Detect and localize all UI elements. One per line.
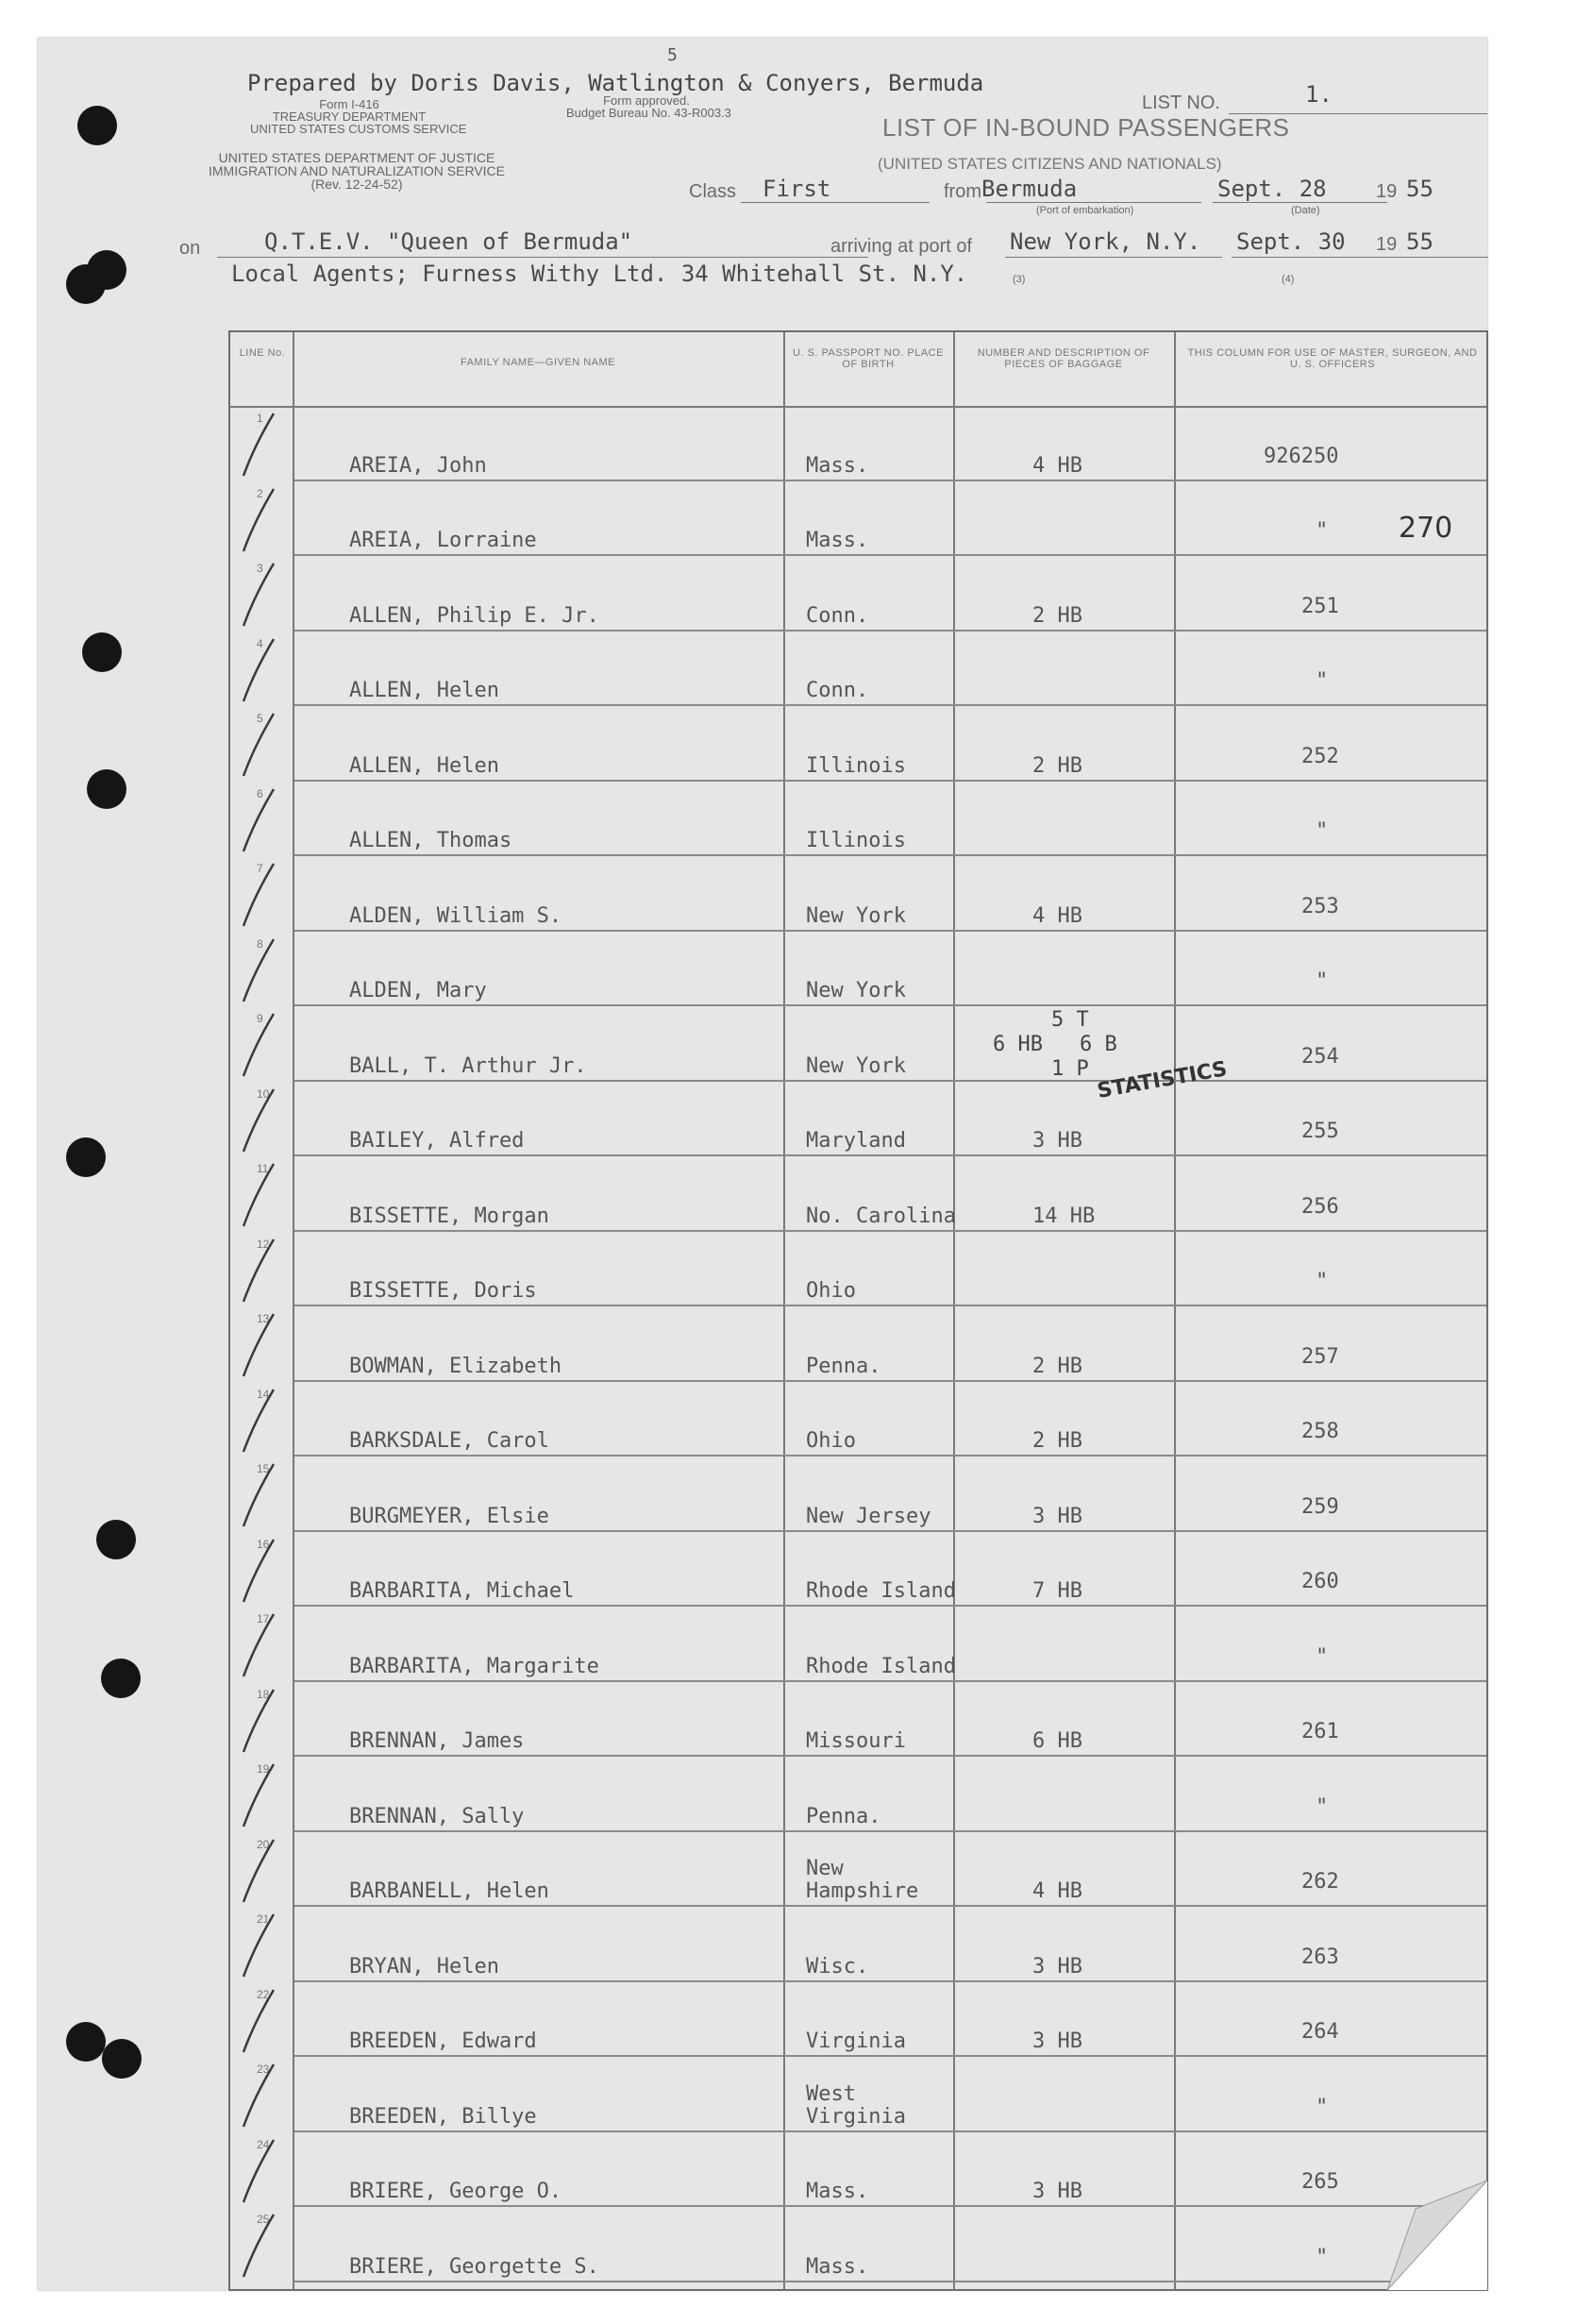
passenger-name: BISSETTE, Morgan (349, 1204, 549, 1228)
officer-number: 261 (1301, 1720, 1339, 1743)
table-row (230, 406, 1486, 481)
place-of-birth: Penna. (806, 1354, 881, 1378)
punch-hole (102, 2039, 142, 2079)
table-row (230, 2207, 1486, 2282)
table-row (230, 1682, 1486, 1758)
line-number: 6 (257, 786, 263, 800)
class-label: Class (689, 181, 737, 202)
baggage-count: 3 HB (1032, 2180, 1082, 2203)
place-of-birth: Virginia (806, 2029, 906, 2053)
arrival-year-prefix: 19 (1376, 234, 1398, 255)
passenger-name: BARBARITA, Michael (349, 1579, 575, 1603)
baggage-count: 6 HB (1032, 1729, 1082, 1753)
officer-number: 259 (1301, 1494, 1339, 1519)
list-no: 1. (1305, 81, 1333, 108)
folded-corner (1387, 2181, 1487, 2290)
passenger-name: ALLEN, Thomas (349, 829, 512, 852)
form-revision: (Rev. 12-24-52) (310, 177, 403, 192)
passenger-name: BRIERE, Georgette S. (349, 2254, 599, 2279)
table-row (230, 1306, 1486, 1382)
date-year-prefix: 19 (1376, 181, 1398, 202)
list-subtitle: (UNITED STATES CITIZENS AND NATIONALS) (878, 155, 1222, 173)
vessel-name: Q.T.E.V. "Queen of Bermuda" (264, 228, 633, 255)
list-no-label: LIST NO. (1142, 93, 1220, 113)
list-title: LIST OF IN-BOUND PASSENGERS (882, 113, 1290, 142)
officer-number: " (1316, 1270, 1329, 1293)
place-of-birth: Ohio (806, 1279, 856, 1303)
line-number: 23 (257, 2063, 270, 2076)
line-number: 3 (257, 562, 263, 575)
officer-number: " (1316, 819, 1329, 843)
punch-hole (101, 1659, 141, 1698)
place-of-birth: New Jersey (806, 1504, 931, 1528)
place-of-birth: New York (806, 979, 906, 1002)
line-number: 21 (257, 1912, 270, 1926)
officer-number: 260 (1301, 1570, 1339, 1593)
passenger-name: AREIA, Lorraine (349, 529, 537, 552)
baggage-count: 4 HB (1032, 453, 1082, 478)
passenger-name: BARBANELL, Helen (349, 1879, 549, 1903)
passenger-table (228, 330, 1488, 2291)
passenger-name: BARKSDALE, Carol (349, 1429, 549, 1453)
baggage-count: 2 HB (1032, 1429, 1082, 1453)
line-number: 24 (257, 2137, 270, 2151)
officer-number: " (1316, 1794, 1329, 1819)
col-header-passport: U. S. PASSPORT NO. PLACE OF BIRTH (793, 347, 944, 370)
passenger-name: AREIA, John (349, 453, 487, 478)
handwritten-total: 270 (1399, 512, 1453, 545)
passenger-name: BRENNAN, James (349, 1729, 525, 1753)
officer-number: 262 (1301, 1870, 1339, 1894)
passenger-name: BALL, T. Arthur Jr. (349, 1053, 587, 1078)
line-number: 12 (257, 1237, 270, 1251)
place-of-birth: Rhode Island (806, 1654, 956, 1678)
punch-hole (77, 106, 117, 145)
passenger-name: BARBARITA, Margarite (349, 1654, 599, 1678)
col-header-baggage: NUMBER AND DESCRIPTION OF PIECES OF BAGGAGE (977, 347, 1150, 370)
budget-bureau: Budget Bureau No. 43-R003.3 (566, 106, 731, 120)
punch-hole (87, 250, 126, 290)
arrival-port-rule (1005, 257, 1222, 258)
baggage-count: 7 HB (1032, 1579, 1082, 1603)
officer-number: 256 (1301, 1194, 1339, 1219)
passenger-name: BOWMAN, Elizabeth (349, 1354, 562, 1378)
place-of-birth: Penna. (806, 1804, 881, 1828)
table-row (230, 1832, 1486, 1908)
class-rule (741, 202, 930, 203)
place-of-birth: New York (806, 1053, 906, 1078)
line-number: 16 (257, 1537, 270, 1551)
row-rule (294, 2281, 1486, 2282)
baggage-count: 4 HB (1032, 903, 1082, 928)
officer-number: 251 (1301, 594, 1339, 618)
local-agents: Local Agents; Furness Withy Ltd. 34 Whitehall St. N.Y. (231, 261, 968, 287)
officer-number: " (1316, 669, 1329, 693)
corner-number: 5 (667, 45, 678, 65)
place-of-birth: Conn. (806, 603, 869, 628)
line-number: 18 (257, 1687, 270, 1701)
baggage-count: 2 HB (1032, 753, 1082, 778)
place-of-birth: Ohio (806, 1429, 856, 1453)
date-rule (1213, 202, 1387, 203)
manifest-sheet (38, 38, 1487, 2290)
passenger-name: ALDEN, Mary (349, 979, 487, 1002)
passenger-name: BURGMEYER, Elsie (349, 1504, 549, 1528)
table-row (230, 2132, 1486, 2208)
passenger-name: BRYAN, Helen (349, 1954, 499, 1979)
officer-number: 257 (1301, 1344, 1339, 1369)
table-row (230, 1907, 1486, 1982)
passenger-name: BRIERE, George O. (349, 2180, 562, 2203)
baggage-count: 2 HB (1032, 603, 1082, 628)
passenger-name: BREEDEN, Billye (349, 2104, 537, 2129)
table-row (230, 481, 1486, 557)
line-number: 9 (257, 1012, 263, 1025)
line-number: 22 (257, 1987, 270, 2001)
officer-number: 258 (1301, 1420, 1339, 1443)
table-row (230, 1232, 1486, 1307)
officer-number: " (1316, 519, 1329, 543)
table-row (230, 1082, 1486, 1157)
arriving-label: arriving at port of (830, 236, 973, 257)
col-header-line-no: LINE No. (239, 347, 286, 359)
baggage-count: 3 HB (1032, 2029, 1082, 2053)
punch-hole (82, 632, 122, 672)
passenger-name: ALLEN, Helen (349, 679, 499, 702)
from-rule (986, 202, 1201, 203)
passenger-name: BISSETTE, Doris (349, 1279, 537, 1303)
place-of-birth: Mass. (806, 453, 869, 478)
table-row (230, 782, 1486, 857)
line-number: 17 (257, 1612, 270, 1625)
passenger-name: ALLEN, Helen (349, 753, 499, 778)
arrival-year: 55 (1406, 228, 1433, 255)
table-row (230, 1982, 1486, 2058)
place-of-birth: Wisc. (806, 1954, 869, 1979)
place-of-birth: Mass. (806, 2180, 869, 2203)
table-row (230, 1757, 1486, 1832)
statistics-stamp: STATISTICS (1095, 1057, 1230, 1103)
table-row (230, 932, 1486, 1007)
officer-number: 264 (1301, 2020, 1339, 2044)
date-year: 55 (1406, 176, 1433, 202)
line-number: 1 (257, 412, 263, 425)
place-of-birth: Illinois (806, 829, 906, 852)
caption-3: (3) (1013, 274, 1026, 285)
line-number: 7 (257, 862, 263, 875)
table-row (230, 1156, 1486, 1232)
date-value: Sept. 28 (1217, 176, 1327, 202)
line-number: 14 (257, 1387, 270, 1401)
line-number: 25 (257, 2213, 270, 2226)
treasury-block (250, 97, 467, 136)
place-of-birth: Mass. (806, 2254, 869, 2279)
officer-number: 252 (1301, 744, 1339, 768)
place-of-birth: Rhode Island (806, 1579, 956, 1603)
date-caption: (Date) (1291, 205, 1320, 216)
vessel-rule (217, 257, 868, 258)
passenger-name: BRENNAN, Sally (349, 1804, 525, 1828)
baggage-count: 3 HB (1032, 1129, 1082, 1153)
line-number: 15 (257, 1462, 270, 1475)
place-of-birth: West Virginia (806, 2081, 906, 2129)
col-header-officers: THIS COLUMN FOR USE OF MASTER, SURGEON, AND U. S. OFFICERS (1187, 347, 1478, 370)
port-caption: (Port of embarkation) (1036, 205, 1134, 216)
row9-baggage-left: 6 HB (993, 1033, 1043, 1056)
line-number: 10 (257, 1086, 270, 1101)
punch-hole (66, 1137, 106, 1177)
officer-number: 265 (1301, 2170, 1339, 2194)
punch-hole (66, 2022, 106, 2062)
officer-number: 263 (1301, 1945, 1339, 1969)
table-row (230, 632, 1486, 707)
table-row (230, 1006, 1486, 1082)
line-number: 20 (257, 1837, 270, 1851)
place-of-birth: Mass. (806, 529, 869, 552)
baggage-count: 3 HB (1032, 1954, 1082, 1979)
officer-number: 253 (1301, 894, 1339, 918)
table-row (230, 706, 1486, 782)
justice-block (187, 151, 527, 191)
approval-block (566, 93, 731, 120)
from-value: Bermuda (981, 176, 1078, 202)
place-of-birth: Missouri (806, 1729, 906, 1753)
form-approved: Form approved. (603, 93, 690, 108)
passenger-name: ALLEN, Philip E. Jr. (349, 603, 599, 628)
row9-baggage-top: 5 T (1051, 1008, 1089, 1032)
form-number: Form I-416 (319, 97, 379, 111)
table-row (230, 2057, 1486, 2132)
arrival-port: New York, N.Y. (1010, 228, 1201, 255)
caption-4: (4) (1282, 274, 1295, 285)
officer-number: " (1316, 969, 1329, 993)
line-number: 11 (257, 1162, 269, 1175)
row9-baggage-bottom: 1 P (1051, 1057, 1089, 1081)
row9-baggage-right: 6 B (1080, 1033, 1117, 1056)
arrival-date-rule (1232, 257, 1488, 258)
baggage-count: 14 HB (1032, 1204, 1096, 1228)
line-number: 5 (257, 712, 263, 725)
prepared-by: Prepared by Doris Davis, Watlington & Conyers, Bermuda (247, 70, 984, 96)
passenger-name: ALDEN, William S. (349, 903, 562, 928)
from-label: from (944, 181, 981, 202)
table-row (230, 1457, 1486, 1532)
place-of-birth: Illinois (806, 753, 906, 778)
table-row (230, 556, 1486, 632)
justice-dept: UNITED STATES DEPARTMENT OF JUSTICE (218, 150, 495, 165)
class-value: First (763, 176, 831, 202)
immigration-service: IMMIGRATION AND NATURALIZATION SERVICE (209, 163, 505, 178)
officer-number: " (1316, 2245, 1329, 2269)
place-of-birth: Maryland (806, 1129, 906, 1153)
line-number: 19 (257, 1762, 270, 1776)
line-number: 2 (257, 486, 263, 500)
officer-number: 926250 (1264, 444, 1339, 468)
passenger-name: BAILEY, Alfred (349, 1129, 525, 1153)
table-row (230, 1532, 1486, 1608)
place-of-birth: New Hampshire (806, 1857, 919, 1903)
treasury-dept: TREASURY DEPARTMENT (272, 109, 427, 124)
line-number: 4 (257, 636, 263, 650)
officer-number: " (1316, 1644, 1329, 1669)
table-row (230, 1382, 1486, 1457)
col-header-name: FAMILY NAME—GIVEN NAME (460, 357, 615, 368)
officer-number: 255 (1301, 1120, 1339, 1143)
place-of-birth: Conn. (806, 679, 869, 702)
customs-service: UNITED STATES CUSTOMS SERVICE (250, 122, 467, 136)
place-of-birth: New York (806, 903, 906, 928)
passenger-name: BREEDEN, Edward (349, 2029, 537, 2053)
baggage-count: 2 HB (1032, 1354, 1082, 1378)
line-number: 13 (257, 1312, 270, 1325)
officer-number: 254 (1301, 1044, 1339, 1069)
punch-hole (87, 769, 126, 809)
arrival-date: Sept. 30 (1236, 228, 1346, 255)
baggage-count: 4 HB (1032, 1879, 1082, 1903)
table-row (230, 856, 1486, 932)
punch-hole (96, 1520, 136, 1559)
table-row (230, 1607, 1486, 1682)
baggage-count: 3 HB (1032, 1504, 1082, 1528)
officer-number: " (1316, 2095, 1329, 2119)
place-of-birth: No. Carolina (806, 1204, 956, 1228)
on-label: on (179, 238, 201, 259)
line-number: 8 (257, 936, 263, 951)
